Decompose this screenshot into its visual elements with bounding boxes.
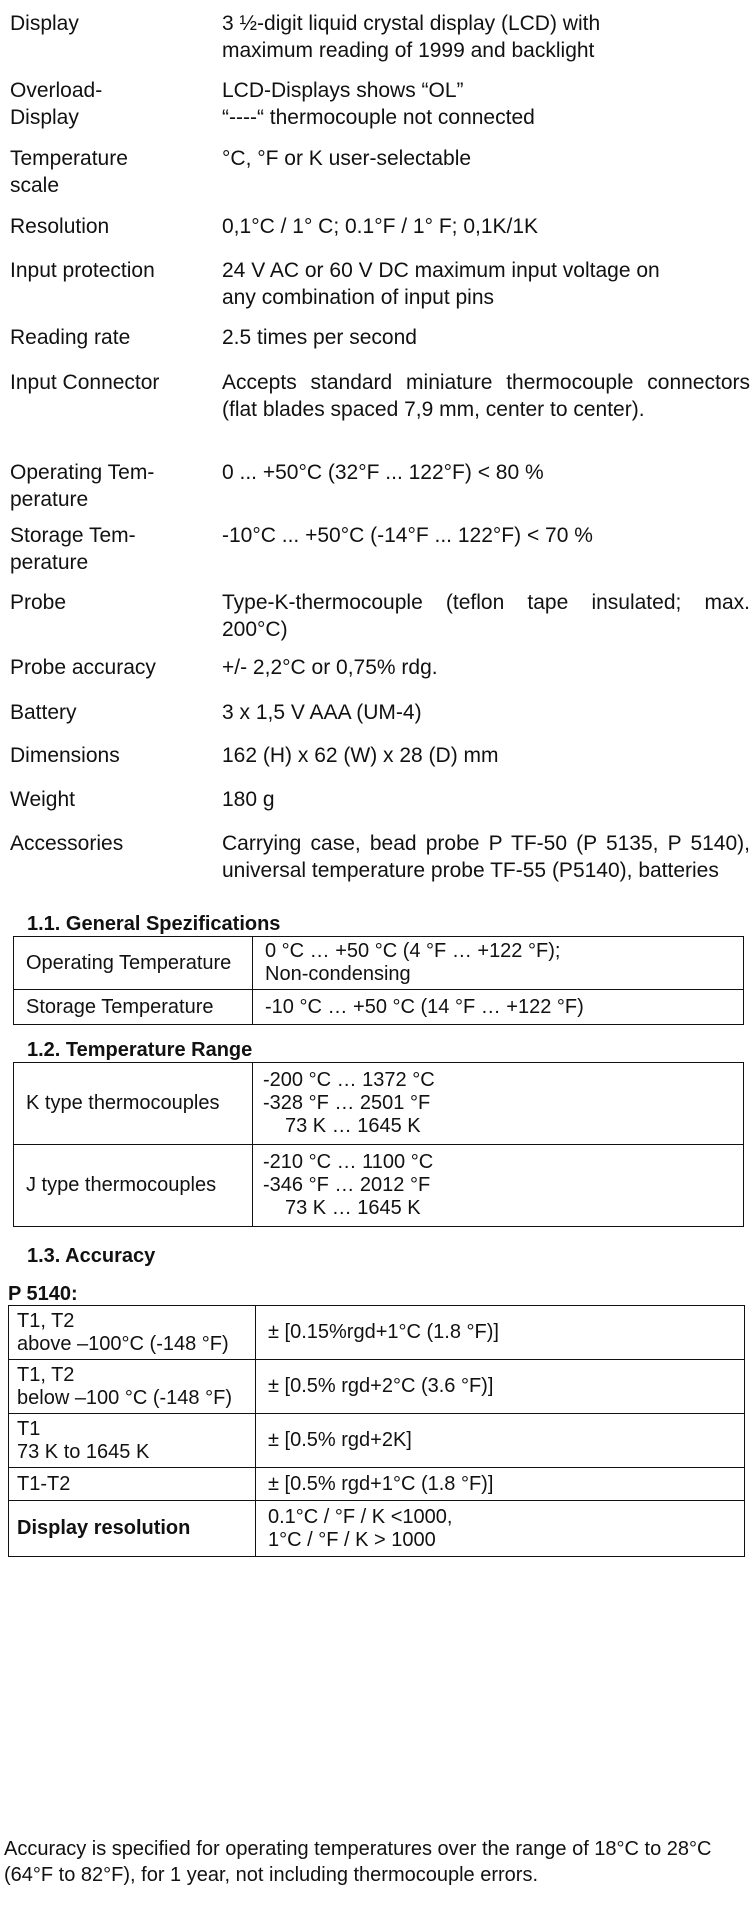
- table-cell-label: T1, T2 above –100°C (-148 °F): [9, 1306, 256, 1360]
- table-row: [9, 1360, 745, 1414]
- spec-label: Operating Tem- perature: [10, 461, 155, 511]
- table-cell-value: -10 °C … +50 °C (14 °F … +122 °F): [253, 990, 744, 1025]
- spec-label: Probe: [10, 591, 67, 614]
- spec-value: 24 V AC or 60 V DC maximum input voltage on any combination of input pins: [222, 259, 660, 309]
- spec-value: 180 g: [222, 788, 275, 811]
- table-cell-value: ± [0.5% rgd+1°C (1.8 °F)]: [256, 1468, 745, 1501]
- table-cell-value: -200 °C … 1372 °C -328 °F … 2501 °F 73 K … 1645 K: [253, 1063, 744, 1145]
- spec-value: 162 (H) x 62 (W) x 28 (D) mm: [222, 744, 499, 767]
- table-row: [14, 990, 744, 1025]
- table-cell-label: T1 73 K to 1645 K: [9, 1414, 256, 1468]
- spec-value: Carrying case, bead probe P TF-50 (P 5135, P 5140), universal temperature probe TF-55 (P5140), batteries: [222, 832, 750, 882]
- table-row: [9, 1501, 745, 1557]
- section-heading-general: 1.1. General Spezifications: [27, 913, 281, 935]
- general-spec-table: [13, 936, 744, 1025]
- temperature-range-table: [13, 1062, 744, 1227]
- table-row: [14, 1145, 744, 1227]
- spec-value: 3 x 1,5 V AAA (UM-4): [222, 701, 422, 724]
- accuracy-table: [8, 1305, 745, 1557]
- spec-label: Input protection: [10, 259, 155, 282]
- table-cell-label: Storage Temperature: [14, 990, 253, 1025]
- spec-label: Display: [10, 12, 79, 35]
- spec-label: Resolution: [10, 215, 110, 238]
- table-cell-label: J type thermocouples: [14, 1145, 253, 1227]
- spec-value: 0 ... +50°C (32°F ... 122°F) < 80 %: [222, 461, 544, 484]
- table-cell-value: -210 °C … 1100 °C -346 °F … 2012 °F 73 K … 1645 K: [253, 1145, 744, 1227]
- spec-label: Input Connector: [10, 371, 160, 394]
- table-row: [14, 937, 744, 990]
- spec-value: LCD-Displays shows “OL” “----“ thermocouple not connected: [222, 79, 535, 129]
- table-cell-label: K type thermocouples: [14, 1063, 253, 1145]
- table-cell-value: 0.1°C / °F / K <1000, 1°C / °F / K > 1000: [256, 1501, 745, 1557]
- spec-label: Overload- Display: [10, 79, 103, 129]
- spec-value: +/- 2,2°C or 0,75% rdg.: [222, 656, 438, 679]
- spec-label: Probe accuracy: [10, 656, 156, 679]
- table-cell-value: ± [0.5% rgd+2K]: [256, 1414, 745, 1468]
- spec-value: 2.5 times per second: [222, 326, 417, 349]
- table-row: [9, 1468, 745, 1501]
- section-heading-range: 1.2. Temperature Range: [27, 1039, 253, 1061]
- table-cell-label: T1-T2: [9, 1468, 256, 1501]
- spec-label: Weight: [10, 788, 75, 811]
- table-row: [9, 1306, 745, 1360]
- table-cell-label: Display resolution: [9, 1501, 256, 1557]
- spec-value: Type-K-thermocouple (teflon tape insulated; max. 200°C): [222, 591, 750, 641]
- table-cell-value: ± [0.5% rgd+2°C (3.6 °F)]: [256, 1360, 745, 1414]
- spec-value: 3 ½-digit liquid crystal display (LCD) with maximum reading of 1999 and backlight: [222, 12, 601, 62]
- spec-label: Dimensions: [10, 744, 120, 767]
- accuracy-note: Accuracy is specified for operating temperatures over the range of 18°C to 28°C (64°F to 82°F), for 1 year, not including thermocouple errors.: [4, 1838, 712, 1886]
- spec-value: Accepts standard miniature thermocouple connectors (flat blades spaced 7,9 mm, center to center).: [222, 371, 750, 421]
- spec-label: Accessories: [10, 832, 124, 855]
- table-cell-value: ± [0.15%rgd+1°C (1.8 °F)]: [256, 1306, 745, 1360]
- spec-label: Reading rate: [10, 326, 131, 349]
- table-row: [9, 1414, 745, 1468]
- spec-value: -10°C ... +50°C (-14°F ... 122°F) < 70 %: [222, 524, 593, 547]
- spec-value: °C, °F or K user-selectable: [222, 147, 472, 170]
- spec-label: Storage Tem- perature: [10, 524, 136, 574]
- model-label: P 5140:: [8, 1283, 78, 1305]
- spec-label: Battery: [10, 701, 77, 724]
- section-heading-accuracy: 1.3. Accuracy: [27, 1245, 156, 1267]
- table-cell-label: Operating Temperature: [14, 937, 253, 990]
- table-cell-label: T1, T2 below –100 °C (-148 °F): [9, 1360, 256, 1414]
- spec-label: Temperature scale: [10, 147, 128, 197]
- table-cell-value: 0 °C … +50 °C (4 °F … +122 °F); Non-condensing: [253, 937, 744, 990]
- spec-value: 0,1°C / 1° C; 0.1°F / 1° F; 0,1K/1K: [222, 215, 539, 238]
- table-row: [14, 1063, 744, 1145]
